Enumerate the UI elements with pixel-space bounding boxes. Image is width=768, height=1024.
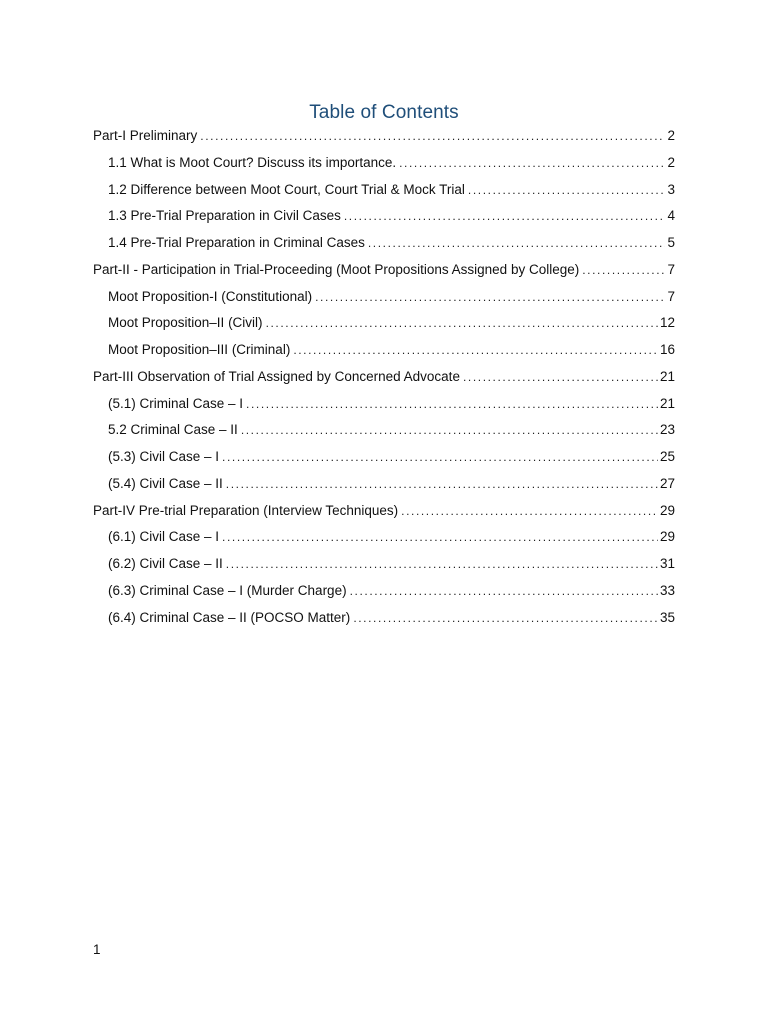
toc-dot-leader (315, 286, 665, 308)
toc-dot-leader (241, 419, 658, 441)
toc-entry-page: 35 (659, 609, 675, 625)
toc-entry-text: (5.1) Criminal Case – I (108, 395, 244, 411)
toc-entry[interactable] (93, 553, 675, 580)
toc-dot-leader (246, 393, 658, 415)
toc-dot-leader (353, 607, 658, 629)
toc-entry[interactable] (93, 286, 675, 313)
toc-entry[interactable] (93, 393, 675, 420)
toc-dot-leader (226, 473, 658, 495)
toc-entry-page: 25 (659, 449, 675, 464)
toc-dot-leader (344, 205, 666, 227)
toc-entry-text: (5.4) Civil Case – II (108, 475, 223, 491)
toc-entry-page: 21 (659, 368, 675, 384)
toc-entry-text: 1.1 What is Moot Court? Discuss its importance. (108, 154, 397, 170)
toc-entry-page: 4 (667, 208, 675, 224)
toc-entry-page: 33 (659, 582, 675, 598)
toc-dot-leader (401, 500, 658, 522)
toc-entry[interactable] (93, 205, 675, 232)
toc-dot-leader (582, 259, 665, 281)
toc-entry-text: Part-I Preliminary (93, 128, 198, 143)
toc-dot-leader (463, 366, 658, 388)
page-number: 1 (93, 942, 101, 957)
toc-dot-leader (226, 553, 658, 575)
toc-entry-text: (6.2) Civil Case – II (108, 556, 223, 571)
toc-entry-page: 29 (659, 502, 675, 518)
toc-entry[interactable] (93, 339, 675, 366)
toc-entry[interactable] (93, 419, 675, 446)
toc-entry-text: 1.4 Pre-Trial Preparation in Criminal Cases (108, 235, 365, 250)
toc-entry-page: 31 (659, 556, 675, 571)
toc-entry-text: Moot Proposition–III (Criminal) (108, 342, 291, 357)
toc-dot-leader (368, 232, 666, 254)
toc-entry-text: 1.3 Pre-Trial Preparation in Civil Cases (108, 208, 341, 224)
toc-entry[interactable] (93, 607, 675, 634)
toc-entry[interactable] (93, 125, 675, 152)
toc-entry-page: 5 (667, 235, 675, 250)
toc-entry-page: 16 (659, 342, 675, 357)
toc-entry-text: Part-IV Pre-trial Preparation (Interview Techniques) (93, 502, 399, 518)
toc-entry-text: Part-II - Participation in Trial-Proceeding (Moot Propositions Assigned by College) (93, 261, 580, 277)
toc-dot-leader (266, 312, 658, 334)
toc-entry[interactable] (93, 259, 675, 286)
toc-dot-leader (222, 526, 658, 548)
toc-entry[interactable] (93, 366, 675, 393)
toc-entry-page: 2 (667, 154, 675, 170)
toc-list (93, 125, 675, 633)
toc-entry[interactable] (93, 446, 675, 473)
toc-dot-leader (222, 446, 658, 468)
toc-entry[interactable] (93, 179, 675, 206)
toc-entry-text: Part-III Observation of Trial Assigned by Concerned Advocate (93, 368, 460, 384)
toc-entry-text: (6.3) Criminal Case – I (Murder Charge) (108, 582, 347, 598)
toc-entry-text: (6.1) Civil Case – I (108, 529, 220, 545)
toc-title: Table of Contents (309, 102, 459, 123)
toc-entry-text: Moot Proposition–II (Civil) (108, 315, 263, 331)
toc-entry[interactable] (93, 232, 675, 259)
toc-dot-leader (293, 339, 658, 361)
toc-entry-page: 7 (667, 261, 675, 277)
toc-dot-leader (350, 580, 658, 602)
toc-entry-page: 21 (659, 395, 675, 411)
toc-entry-page: 27 (659, 475, 675, 491)
toc-dot-leader (468, 179, 666, 201)
toc-entry[interactable] (93, 473, 675, 500)
toc-entry-page: 2 (667, 128, 675, 143)
toc-entry[interactable] (93, 580, 675, 607)
toc-dot-leader (399, 152, 665, 174)
toc-entry[interactable] (93, 500, 675, 527)
toc-entry-text: 5.2 Criminal Case – II (108, 422, 238, 438)
toc-entry[interactable] (93, 526, 675, 553)
toc-entry-text: (6.4) Criminal Case – II (POCSO Matter) (108, 609, 351, 625)
toc-entry-page: 7 (667, 288, 675, 304)
toc-entry-page: 23 (659, 422, 675, 438)
toc-entry[interactable] (93, 152, 675, 179)
toc-entry-page: 29 (659, 529, 675, 545)
toc-entry-text: (5.3) Civil Case – I (108, 449, 220, 464)
toc-entry-page: 3 (667, 181, 675, 197)
toc-entry-page: 12 (659, 315, 675, 331)
toc-entry-text: Moot Proposition-I (Constitutional) (108, 288, 313, 304)
toc-entry[interactable] (93, 312, 675, 339)
toc-dot-leader (200, 125, 665, 147)
toc-entry-text: 1.2 Difference between Moot Court, Court Trial & Mock Trial (108, 181, 465, 197)
